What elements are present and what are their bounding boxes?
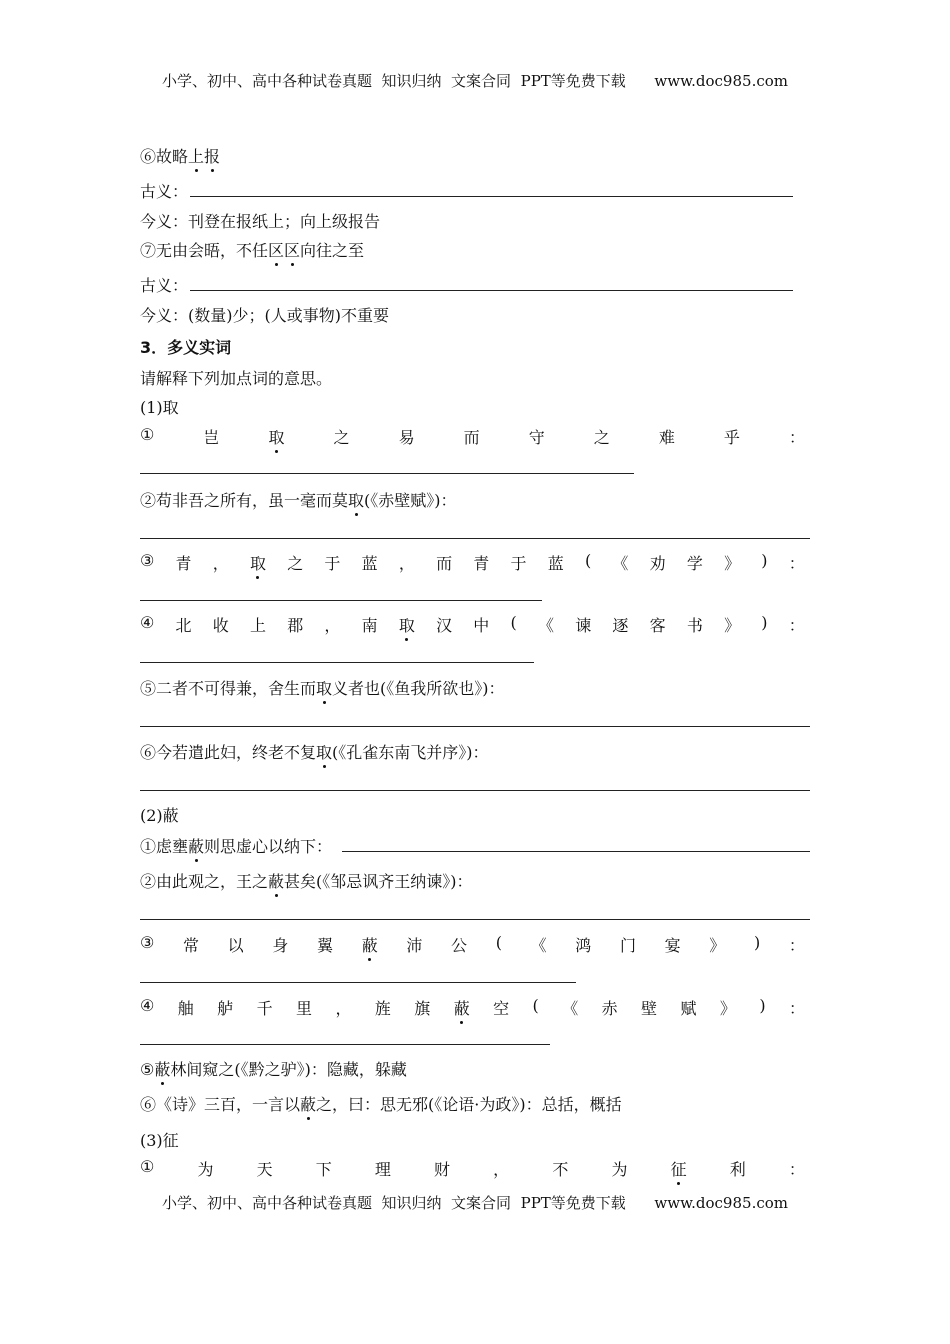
item-text: ⑦无由会晤，不任 — [140, 241, 269, 260]
spaced-char: 宴 — [664, 936, 681, 955]
item-line — [140, 676, 505, 699]
item-text: ①虑壅 — [140, 837, 189, 856]
spaced-char: 下 — [315, 1160, 332, 1179]
spaced-line-qu4 — [140, 613, 805, 636]
dotted-char: 蔽 — [362, 933, 378, 956]
spaced-char: 岂 — [203, 428, 220, 447]
dotted-char: 取 — [250, 551, 266, 574]
spaced-char: 客 — [649, 616, 666, 635]
spaced-char: 《 — [530, 936, 547, 955]
item-text: 义者也(《鱼我所欲也》)： — [332, 679, 505, 698]
spaced-char: ： — [788, 428, 805, 447]
spaced-char: 易 — [398, 428, 415, 447]
answer-blank[interactable] — [140, 538, 810, 539]
spaced-char: ③ — [140, 933, 155, 952]
spaced-char: ( — [584, 551, 592, 570]
answer-blank[interactable] — [140, 1044, 550, 1045]
spaced-char: ) — [761, 551, 768, 570]
dotted-char: 征 — [671, 1157, 687, 1180]
item-text: ⑤ — [140, 1060, 155, 1079]
spaced-char: 而 — [463, 428, 480, 447]
item-7-line — [140, 238, 364, 261]
answer-blank[interactable] — [140, 919, 810, 920]
spaced-char: 为 — [611, 1160, 628, 1179]
subsection-title: (2)蔽 — [140, 806, 179, 825]
spaced-char: 》 — [724, 554, 741, 573]
ancient-meaning-label: 古义： — [140, 276, 189, 295]
spaced-char: 之 — [287, 554, 304, 573]
item-line — [140, 1057, 407, 1080]
item-text: (《孔雀东南飞并序》)： — [332, 743, 489, 762]
spaced-char: ) — [759, 996, 766, 1015]
item-text: ②苟非吾之所有，虽一毫而莫 — [140, 491, 349, 510]
dotted-char: 上 — [188, 144, 204, 167]
item-text: 向往之至 — [300, 241, 365, 260]
spaced-char: 郡 — [287, 616, 304, 635]
spaced-char: ) — [761, 613, 768, 632]
spaced-char: ③ — [140, 551, 155, 570]
subsection-title: (1)取 — [140, 398, 179, 417]
spaced-char: 学 — [686, 554, 703, 573]
answer-blank[interactable] — [140, 662, 534, 663]
modern-meaning: 今义：刊登在报纸上；向上级报告 — [140, 212, 381, 231]
spaced-char: 《 — [537, 616, 554, 635]
spaced-char: 北 — [175, 616, 192, 635]
instruction: 请解释下列加点词的意思。 — [140, 369, 333, 388]
spaced-char: 翼 — [317, 936, 334, 955]
item-text: ⑥《诗》三百，一言以 — [140, 1095, 301, 1114]
spaced-char: 上 — [249, 616, 266, 635]
spaced-char: 门 — [619, 936, 636, 955]
spaced-char: 蓝 — [547, 554, 564, 573]
answer-blank[interactable] — [190, 290, 793, 291]
spaced-char: ④ — [140, 613, 155, 632]
spaced-char: 青 — [175, 554, 192, 573]
dotted-char: 区 — [284, 238, 300, 261]
spaced-char: 常 — [183, 936, 200, 955]
spaced-char: 中 — [473, 616, 490, 635]
spaced-char: 汉 — [436, 616, 453, 635]
item-text: 则思虚心以纳下： — [204, 837, 333, 856]
dotted-char: 蔽 — [188, 834, 204, 857]
spaced-char: 收 — [212, 616, 229, 635]
dotted-char: 取 — [268, 425, 284, 448]
spaced-char: ， — [398, 554, 415, 573]
dotted-char: 蔽 — [300, 1092, 316, 1115]
spaced-char: 公 — [451, 936, 468, 955]
spaced-char: ( — [495, 933, 502, 952]
spaced-char: 守 — [528, 428, 545, 447]
spaced-char: ( — [510, 613, 517, 632]
spaced-char: 为 — [197, 1160, 214, 1179]
answer-blank[interactable] — [140, 982, 576, 983]
spaced-char: 《 — [562, 999, 579, 1018]
item-text: 甚矣(《邹忌讽齐王纳谏》)： — [284, 872, 473, 891]
item-text: ②由此观之，王之 — [140, 872, 269, 891]
dotted-char: 报 — [204, 144, 220, 167]
dotted-char: 取 — [348, 488, 364, 511]
spaced-char: ， — [324, 616, 341, 635]
page-footer: 小学、初中、高中各种试卷真题 知识归纳 文案合同 PPT等免费下载 www.doc985.com — [161, 1194, 788, 1212]
spaced-char: ： — [788, 554, 805, 573]
spaced-char: 沛 — [406, 936, 423, 955]
spaced-char: 里 — [296, 999, 313, 1018]
spaced-char: 乎 — [723, 428, 740, 447]
answer-blank[interactable] — [140, 790, 810, 791]
spaced-char: 》 — [719, 999, 736, 1018]
spaced-char: ： — [788, 616, 805, 635]
spaced-char: ① — [140, 1157, 155, 1176]
spaced-char: 赤 — [601, 999, 618, 1018]
item-text: 之，曰：思无邪(《论语·为政》)：总括，概括 — [316, 1095, 622, 1114]
dotted-char: 蔽 — [268, 869, 284, 892]
spaced-char: ， — [212, 554, 229, 573]
dotted-char: 取 — [399, 613, 415, 636]
spaced-char: 青 — [473, 554, 490, 573]
spaced-char: 旗 — [414, 999, 431, 1018]
spaced-char: 《 — [612, 554, 629, 573]
answer-blank[interactable] — [342, 851, 810, 852]
spaced-char: 空 — [493, 999, 510, 1018]
subsection-title: (3)征 — [140, 1131, 179, 1150]
ancient-meaning-label: 古义： — [140, 182, 189, 201]
dotted-char: 蔽 — [454, 996, 470, 1019]
spaced-char: ( — [532, 996, 539, 1015]
modern-meaning: 今义：(数量)少；(人或事物)不重要 — [140, 306, 389, 325]
item-text: ⑥故略 — [140, 147, 189, 166]
page-header: 小学、初中、高中各种试卷真题 知识归纳 文案合同 PPT等免费下载 www.doc985.com — [161, 72, 788, 90]
spaced-char: 旌 — [374, 999, 391, 1018]
item-text: ⑤二者不可得兼，舍生而 — [140, 679, 317, 698]
item-line — [140, 869, 473, 892]
item-6-line — [140, 144, 220, 167]
spaced-char: ④ — [140, 996, 155, 1015]
spaced-char: ： — [788, 1160, 805, 1179]
answer-blank[interactable] — [190, 196, 793, 197]
spaced-char: ① — [140, 425, 155, 444]
spaced-char: 鸿 — [575, 936, 592, 955]
item-line — [140, 740, 489, 763]
spaced-char: 之 — [333, 428, 350, 447]
spaced-char: 劝 — [649, 554, 666, 573]
dotted-char: 蔽 — [154, 1057, 170, 1080]
spaced-char: ： — [788, 999, 805, 1018]
item-line — [140, 1092, 622, 1115]
spaced-line-bi4 — [140, 996, 805, 1019]
dotted-char: 取 — [316, 676, 332, 699]
answer-blank[interactable] — [140, 726, 810, 727]
spaced-char: 而 — [436, 554, 453, 573]
spaced-char: 于 — [510, 554, 527, 573]
spaced-char: 逐 — [612, 616, 629, 635]
spaced-char: 》 — [724, 616, 741, 635]
spaced-char: 难 — [658, 428, 675, 447]
spaced-char: 以 — [227, 936, 244, 955]
spaced-char: ， — [335, 999, 352, 1018]
spaced-char: 舳 — [177, 999, 194, 1018]
spaced-line-zheng1 — [140, 1157, 805, 1180]
answer-blank[interactable] — [140, 600, 542, 601]
spaced-char: 身 — [272, 936, 289, 955]
dotted-char: 区 — [268, 238, 284, 261]
spaced-char: 不 — [552, 1160, 569, 1179]
spaced-line-bi3 — [140, 933, 805, 956]
spaced-char: 舻 — [217, 999, 234, 1018]
item-text: ⑥今若遣此妇，终老不复 — [140, 743, 317, 762]
spaced-char: 财 — [434, 1160, 451, 1179]
spaced-char: 之 — [593, 428, 610, 447]
spaced-char: 谏 — [575, 616, 592, 635]
spaced-char: 千 — [256, 999, 273, 1018]
spaced-char: 壁 — [641, 999, 658, 1018]
spaced-char: 赋 — [680, 999, 697, 1018]
item-text: (《赤壁赋》)： — [364, 491, 457, 510]
dotted-char: 取 — [316, 740, 332, 763]
spaced-char: 》 — [709, 936, 726, 955]
spaced-char: 天 — [256, 1160, 273, 1179]
item-text: 林间窥之(《黔之驴》)：隐藏，躲藏 — [170, 1060, 407, 1079]
spaced-char: 蓝 — [361, 554, 378, 573]
spaced-char: 书 — [686, 616, 703, 635]
answer-blank[interactable] — [140, 473, 634, 474]
item-line — [140, 834, 332, 857]
spaced-line-qu3 — [140, 551, 805, 574]
section-heading: 3．多义实词 — [140, 338, 232, 357]
spaced-char: ： — [788, 936, 805, 955]
spaced-char: 南 — [361, 616, 378, 635]
spaced-char: 于 — [324, 554, 341, 573]
spaced-char: ， — [493, 1160, 510, 1179]
spaced-char: 利 — [729, 1160, 746, 1179]
spaced-char: ) — [753, 933, 761, 952]
spaced-char: 理 — [374, 1160, 391, 1179]
item-line — [140, 488, 457, 511]
spaced-line-qu1 — [140, 425, 805, 448]
